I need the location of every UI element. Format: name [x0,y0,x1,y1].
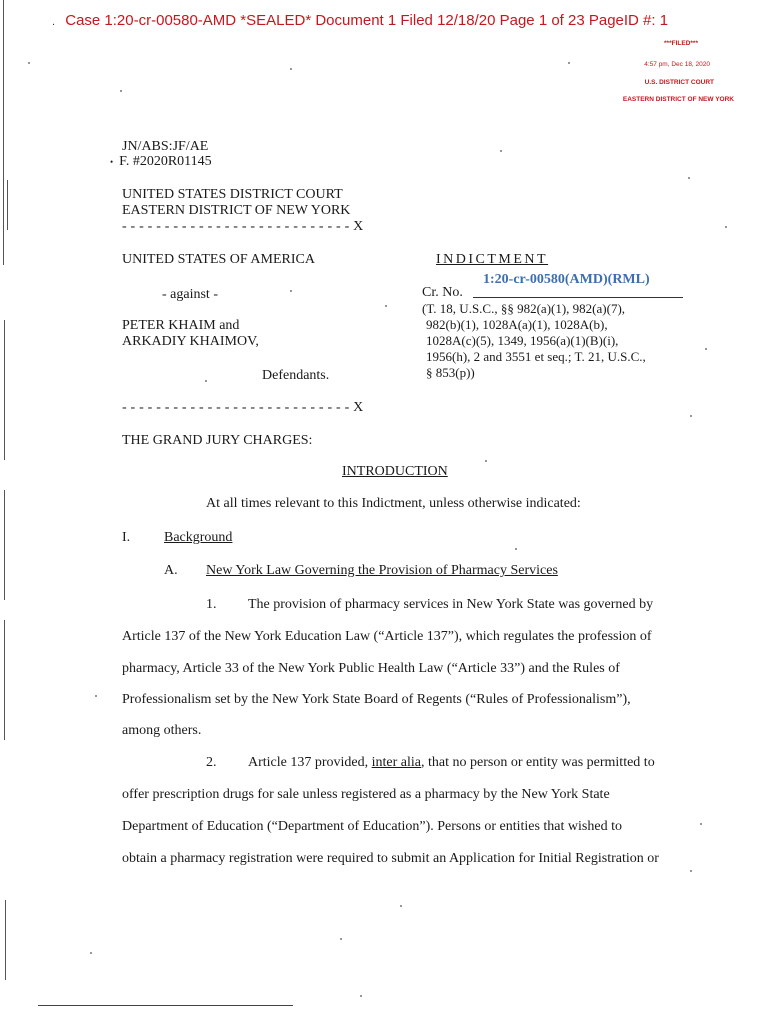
attorney-initials: JN/ABS:JF/AE [122,139,209,154]
file-number-text: F. #2020R01145 [119,154,212,169]
ecf-header-text: Case 1:20-cr-00580-AMD *SEALED* Document 1 Filed 12/18/20 Page 1 of 23 PageID #: 1 [65,12,669,29]
court-name-line1: UNITED STATES DISTRICT COURT [122,187,343,202]
header-bullet: . [52,16,56,28]
case-number-rule [473,297,683,298]
introduction-heading: INTRODUCTION [342,464,448,479]
indictment-title: INDICTMENT [436,252,549,267]
scan-margin-line [4,620,5,740]
file-number [110,153,212,171]
paragraph-line: pharmacy, Article 33 of the New York Public Health Law (“Article 33”) and the Rules of [122,661,620,676]
statute-line: 1028A(c)(5), 1349, 1956(a)(1)(B)(i), [426,333,619,348]
paragraph-line: offer prescription drugs for sale unless registered as a pharmacy by the New York State [122,787,610,802]
paragraph-line: Department of Education (“Department of Education”). Persons or entities that wished to [122,819,622,834]
scan-speck [120,90,122,92]
scan-speck [385,305,387,307]
case-number: 1:20-cr-00580(AMD)(RML) [483,272,650,287]
scan-margin-line [4,320,5,460]
paragraph-line: Professionalism set by the New York State Board of Regents (“Rules of Professionalism”), [122,692,631,707]
scan-speck [690,870,692,872]
paragraph-line: The provision of pharmacy services in New York State was governed by [248,597,654,612]
scan-margin-line [3,0,4,265]
scan-speck [725,226,727,228]
scan-speck [500,150,502,152]
cr-no-label: Cr. No. [422,285,463,300]
court-name-line2: EASTERN DISTRICT OF NEW YORK [122,203,351,218]
scan-speck [485,460,487,462]
paragraph-line: obtain a pharmacy registration were required to submit an Application for Initial Registration or [122,851,659,866]
inter-alia: inter alia [371,755,422,770]
paragraph-text: Article 137 provided, [248,755,372,770]
scan-speck [690,415,692,417]
ecf-header [52,12,668,29]
statute-line: 982(b)(1), 1028A(a)(1), 1028A(b), [426,317,608,332]
defendant-1: PETER KHAIM and [122,318,240,333]
paragraph-number: 1. [206,597,217,612]
defendants-label: Defendants. [262,368,330,383]
list-bullet: • [110,157,114,167]
section-title: Background [164,530,233,545]
plaintiff-name: UNITED STATES OF AMERICA [122,252,315,267]
scan-speck [400,905,402,907]
scan-speck [90,952,92,954]
paragraph-line [248,754,655,771]
scan-speck [340,938,342,940]
scan-speck [705,348,707,350]
against-label: - against - [162,287,218,302]
filed-stamp-district: EASTERN DISTRICT OF NEW YORK [622,96,734,103]
scan-speck [515,548,517,550]
defendant-2: ARKADIY KHAIMOV, [122,334,259,349]
caption-rule-top: - - - - - - - - - - - - - - - - - - - - - - - - - - - X [122,219,364,234]
intro-text: At all times relevant to this Indictment, unless otherwise indicated: [206,496,581,511]
scan-speck [95,695,97,697]
filed-stamp-time: 4:57 pm, Dec 18, 2020 [644,61,710,68]
scan-speck [28,62,30,64]
scan-margin-line [7,180,8,230]
grand-jury-charges: THE GRAND JURY CHARGES: [122,433,313,448]
footnote-rule [38,1005,293,1006]
scan-speck [290,68,292,70]
subsection-title: New York Law Governing the Provision of Pharmacy Services [206,563,558,578]
paragraph-line: among others. [122,723,202,738]
scan-margin-line [5,900,6,980]
scan-speck [700,823,702,825]
scan-margin-line [4,490,5,600]
paragraph-number: 2. [206,755,217,770]
section-number: I. [122,530,131,545]
scan-speck [568,62,570,64]
filed-stamp-label: ***FILED*** [664,40,698,47]
statute-line: 1956(h), 2 and 3551 et seq.; T. 21, U.S.C., [426,349,646,364]
filed-stamp-court: U.S. DISTRICT COURT [644,79,714,86]
paragraph-line: Article 137 of the New York Education Law (“Article 137”), which regulates the profession of [122,629,652,644]
subsection-letter: A. [164,563,178,578]
paragraph-text: , that no person or entity was permitted to [421,755,655,770]
scan-speck [205,380,207,382]
statute-line: § 853(p)) [426,365,475,380]
scan-speck [360,995,362,997]
caption-rule-bottom: - - - - - - - - - - - - - - - - - - - - - - - - - - - X [122,400,364,415]
scan-speck [290,290,292,292]
scan-speck [688,177,690,179]
statute-line: (T. 18, U.S.C., §§ 982(a)(1), 982(a)(7), [422,301,626,316]
